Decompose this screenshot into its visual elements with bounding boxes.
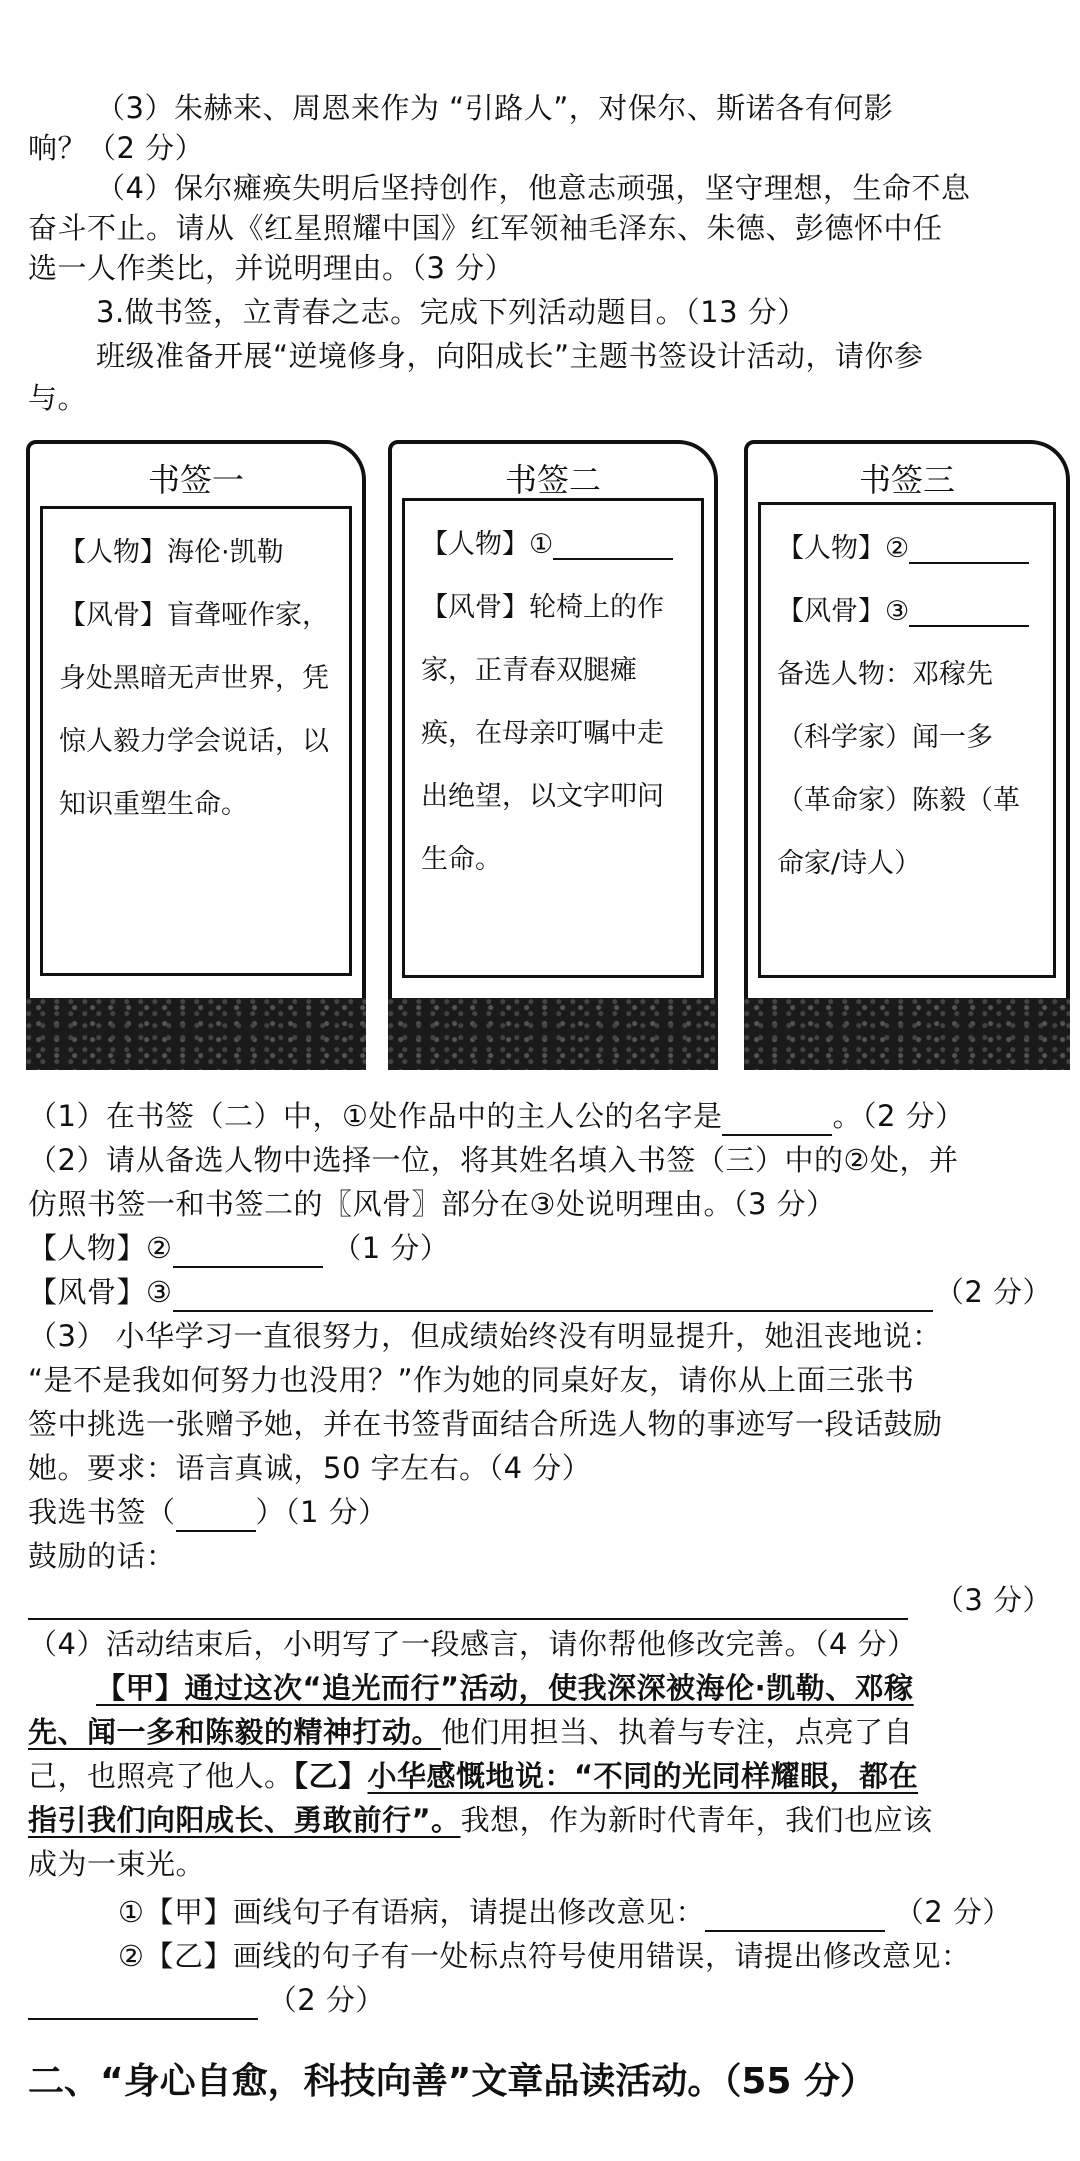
bookmark-person-label: 【人物】② (777, 533, 910, 564)
bookmark-person-row (421, 513, 685, 576)
bookmark-title: 书签三 (858, 461, 955, 499)
q4-line1: （4）保尔瘫痪失明后坚持创作，他意志顽强，坚守理想，生命不息 (96, 171, 971, 205)
question-4-line1: （4）活动结束后，小明写了一段感言，请你帮他修改完善。（4 分） (28, 1627, 917, 1661)
answer-blank-spirit[interactable] (173, 1280, 933, 1312)
section-two-heading: 二、“身心自愈，科技向善”文章品读活动。（55 分） (28, 2061, 876, 2102)
sub-question-1-score: （2 分） (894, 1895, 1012, 1929)
passage-yi-tag: 【乙】 (293, 1759, 368, 1793)
sub-question-1-text: ①【甲】画线句子有语病，请提出修改意见： (118, 1895, 705, 1929)
question-3-encourage (28, 1580, 1052, 1620)
bookmark-title: 书签一 (147, 461, 244, 499)
question-3-encourage-score: （3 分） (934, 1583, 1052, 1617)
intro-line2: 与。 (28, 381, 88, 415)
question-3-line2: “是不是我如何努力也没用？”作为她的同桌好友，请你从上面三张书 (28, 1363, 915, 1397)
bookmark-body: 【人物】海伦·凯勒 【风骨】盲聋哑作家，身处黑暗无声世界，凭惊人毅力学会说话，以知识重塑生命。 (40, 506, 352, 976)
bookmark-body: 备选人物：邓稼先（科学家）闻一多（革命家）陈毅（革命家/诗人） (777, 659, 1020, 879)
intro-line1: 班级准备开展“逆境修身，向阳成长”主题书签设计活动，请你参 (96, 339, 924, 373)
question-1 (28, 1096, 1052, 1136)
passage-line5: 成为一束光。 (28, 1847, 206, 1881)
question-3-choose-label: 我选书签（ (28, 1495, 176, 1529)
passage-mid: 他们用担当、执着与专注，点亮了自 (441, 1715, 914, 1749)
bookmark-spirit-row (777, 580, 1037, 643)
sub-question-2-score: （2 分） (267, 1983, 385, 2017)
passage-jia: 【甲】通过这次“追光而行”活动，使我深深被海伦·凯勒、邓稼 (96, 1671, 914, 1705)
sub-question-1 (118, 1892, 1052, 1932)
bookmark-body: 【风骨】轮椅上的作家，正青春双腿瘫痪，在母亲叮嘱中走出绝望，以文字叩问生命。 (421, 592, 664, 875)
passage-yi: 小华感慨地说：“不同的光同样耀眼，都在 (367, 1759, 919, 1793)
answer-blank-person[interactable] (173, 1236, 323, 1268)
passage-line3 (28, 1756, 1052, 1796)
answer-blank-choose[interactable] (176, 1500, 256, 1532)
bookmark-three (744, 440, 1070, 1070)
question-2-person-label: 【人物】② (28, 1231, 173, 1265)
answer-blank-q1[interactable] (722, 1104, 832, 1136)
bookmark-dark-band (744, 998, 1070, 1070)
answer-blank-1[interactable] (553, 532, 673, 560)
passage-yi2: 指引我们向阳成长、勇敢前行”。 (28, 1803, 461, 1837)
passage-jia2: 先、闻一多和陈毅的精神打动。 (28, 1715, 442, 1749)
bookmark-spirit-label: 【风骨】③ (777, 596, 910, 627)
passage-line2 (28, 1712, 1052, 1752)
question-3-line1: （3） 小华学习一直很努力，但成绩始终没有明显提升，她沮丧地说： (28, 1319, 942, 1353)
sub-question-2-answer (28, 1980, 1052, 2020)
question-2-person (28, 1228, 1052, 1268)
bookmark-one (26, 440, 366, 1070)
question-3-choose-score: ）（1 分） (255, 1495, 388, 1529)
bookmark-person-label: 【人物】① (421, 529, 554, 560)
q3-line2: 响？（2 分） (28, 131, 205, 165)
passage-line4 (28, 1800, 1052, 1840)
answer-blank-sub2[interactable] (28, 1988, 258, 2020)
answer-blank-2[interactable] (909, 536, 1029, 564)
bookmark-person-row (777, 517, 1037, 580)
bookmark-inner (402, 498, 704, 978)
passage-mid2: 己，也照亮了他人。 (28, 1759, 294, 1793)
question-3-encourage-label: 鼓励的话： (28, 1539, 176, 1573)
question-3-choose (28, 1492, 1052, 1532)
answer-blank-sub1[interactable] (705, 1900, 885, 1932)
bookmark-dark-band (388, 998, 718, 1070)
task-line: 3.做书签，立青春之志。完成下列活动题目。（13 分） (96, 295, 807, 329)
q3-line1: （3）朱赫来、周恩来作为 “引路人”，对保尔、斯诺各有何影 (96, 91, 894, 125)
bookmark-inner (758, 502, 1056, 978)
bookmark-dark-band (26, 998, 366, 1070)
bookmark-title: 书签二 (504, 461, 601, 499)
question-2-person-score: （1 分） (332, 1231, 450, 1265)
bookmark-two (388, 440, 718, 1070)
q4-line2: 奋斗不止。请从《红星照耀中国》红军领袖毛泽东、朱德、彭德怀中任 (28, 211, 943, 245)
question-3-line3: 签中挑选一张赠予她，并在书签背面结合所选人物的事迹写一段话鼓励 (28, 1407, 943, 1441)
answer-blank-encourage[interactable] (28, 1588, 908, 1620)
question-2-line1: （2）请从备选人物中选择一位，将其姓名填入书签（三）中的②处，并 (28, 1143, 959, 1177)
question-2-spirit-score: （2 分） (934, 1275, 1052, 1309)
question-1-score: 。（2 分） (832, 1099, 965, 1133)
question-3-line4: 她。要求：语言真诚，50 字左右。（4 分） (28, 1451, 592, 1485)
question-2-spirit-label: 【风骨】③ (28, 1275, 173, 1309)
question-2-line2: 仿照书签一和书签二的〖风骨〗部分在③处说明理由。（3 分） (28, 1187, 836, 1221)
question-2-spirit (28, 1272, 1052, 1312)
q4-line3: 选一人作类比，并说明理由。（3 分） (28, 251, 515, 285)
answer-blank-3[interactable] (909, 599, 1029, 627)
sub-question-2: ②【乙】画线的句子有一处标点符号使用错误，请提出修改意见： (118, 1939, 971, 1973)
passage-end: 我想，作为新时代青年，我们也应该 (460, 1803, 933, 1837)
passage-line1 (96, 1668, 1052, 1708)
question-1-text: （1）在书签（二）中，①处作品中的主人公的名字是 (28, 1099, 723, 1133)
